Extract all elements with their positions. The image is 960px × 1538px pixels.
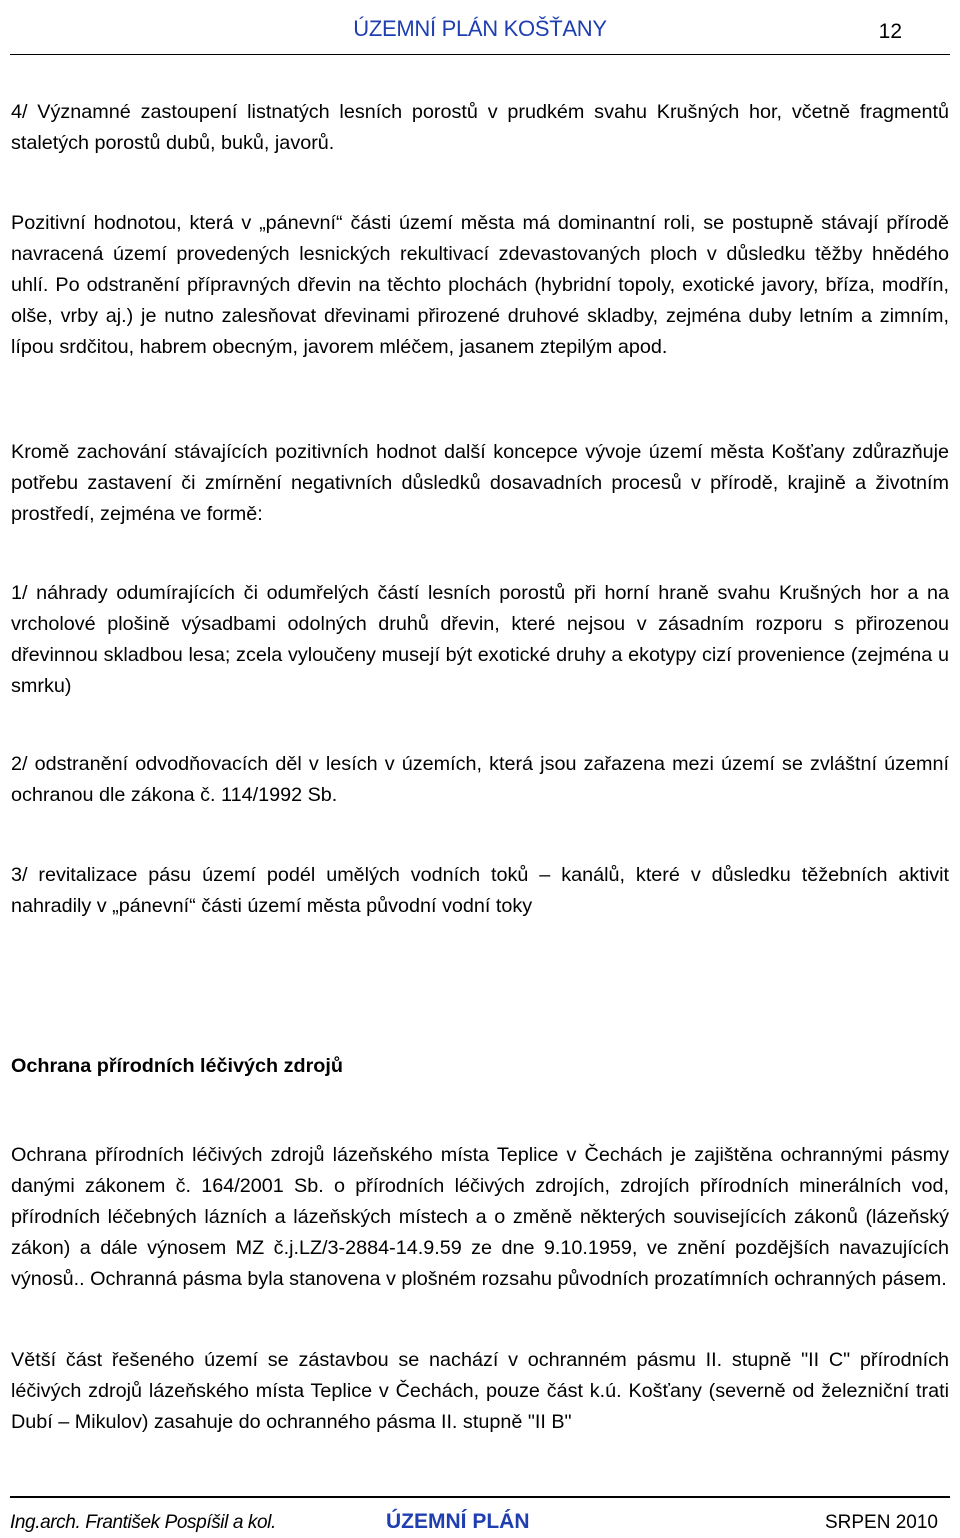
footer-document-type: ÚZEMNÍ PLÁN bbox=[386, 1510, 530, 1533]
document-title: ÚZEMNÍ PLÁN KOŠŤANY bbox=[353, 16, 607, 41]
page-footer bbox=[10, 1496, 950, 1538]
paragraph-protection: Ochrana přírodních léčivých zdrojů lázeňského místa Teplice v Čechách je zajištěna ochrannými pásmy danými zákonem č. 164/2001 Sb. o přírodních léčivých zdrojích, zdrojích přírodních minerálních vod, přírodních léčebných lázních a lázeňských místech a o změně některých souvisejících zákonů (lázeňský zákon) a dále výnosem MZ č.j.LZ/3-2884-14.9.59 ze dne 9.10.1959, ve znění pozdějších navazujících výnosů.. Ochranná pásma byla stanovena v plošném rozsahu původních prozatímních ochranných pásem. bbox=[11, 1144, 949, 1290]
paragraph-concept: Kromě zachování stávajících pozitivních hodnot další koncepce vývoje území města Košťany zdůrazňuje potřebu zastavení či zmírnění negativních důsledků dosavadních procesů v přírodě, krajině a životním prostředí, zejména ve formě: bbox=[11, 441, 949, 525]
footer-date: SRPEN 2010 bbox=[824, 1512, 938, 1533]
footer-author: Ing.arch. František Pospíšil a kol. bbox=[10, 1512, 276, 1533]
paragraph-item-2: 2/ odstranění odvodňovacích děl v lesích v územích, která jsou zařazena mezi území se zvláštní územní ochranou dle zákona č. 114/1992 Sb. bbox=[11, 753, 949, 806]
paragraph-item-4: 4/ Významné zastoupení listnatých lesních porostů v prudkém svahu Krušných hor, včetně fragmentů staletých porostů dubů, buků, javorů. bbox=[11, 101, 949, 154]
page-number: 12 bbox=[878, 20, 902, 43]
section-heading: Ochrana přírodních léčivých zdrojů bbox=[11, 1055, 343, 1077]
paragraph-reclamation: Pozitivní hodnotou, která v „pánevní“ části území města má dominantní roli, se postupně stávají přírodě navracená území provedených lesnických rekultivací zdevastovaných ploch v důsledku těžby hnědého uhlí. Po odstranění přípravných dřevin na těchto plochách (hybridní topoly, exotické javory, bříza, modřín, olše, vrby aj.) je nutno zalesňovat dřevinami přirozené druhové skladby, zejména duby letním a zimním, lípou srdčitou, habrem obecným, javorem mléčem, jasanem ztepilým apod. bbox=[11, 212, 949, 358]
page-header bbox=[10, 14, 950, 55]
paragraph-item-1: 1/ náhrady odumírajících či odumřelých částí lesních porostů při horní hraně svahu Krušných hor a na vrcholové plošině výsadbami odolných druhů dřevin, které nejsou v zásadním rozporu s přirozenou dřevinnou skladbou lesa; zcela vyloučeny musejí být exotické druhy a ekotypy cizí provenience (zejména u smrku) bbox=[11, 582, 949, 697]
paragraph-zone: Větší část řešeného území se zástavbou se nachází v ochranném pásmu II. stupně "II C" přírodních léčivých zdrojů lázeňského místa Teplice v Čechách, pouze část k.ú. Košťany (severně od železniční trati Dubí – Mikulov) zasahuje do ochranného pásma II. stupně "II B" bbox=[11, 1349, 949, 1433]
paragraph-item-3: 3/ revitalizace pásu území podél umělých vodních toků – kanálů, které v důsledku těžebních aktivit nahradily v „pánevní“ části území města původní vodní toky bbox=[11, 864, 949, 917]
